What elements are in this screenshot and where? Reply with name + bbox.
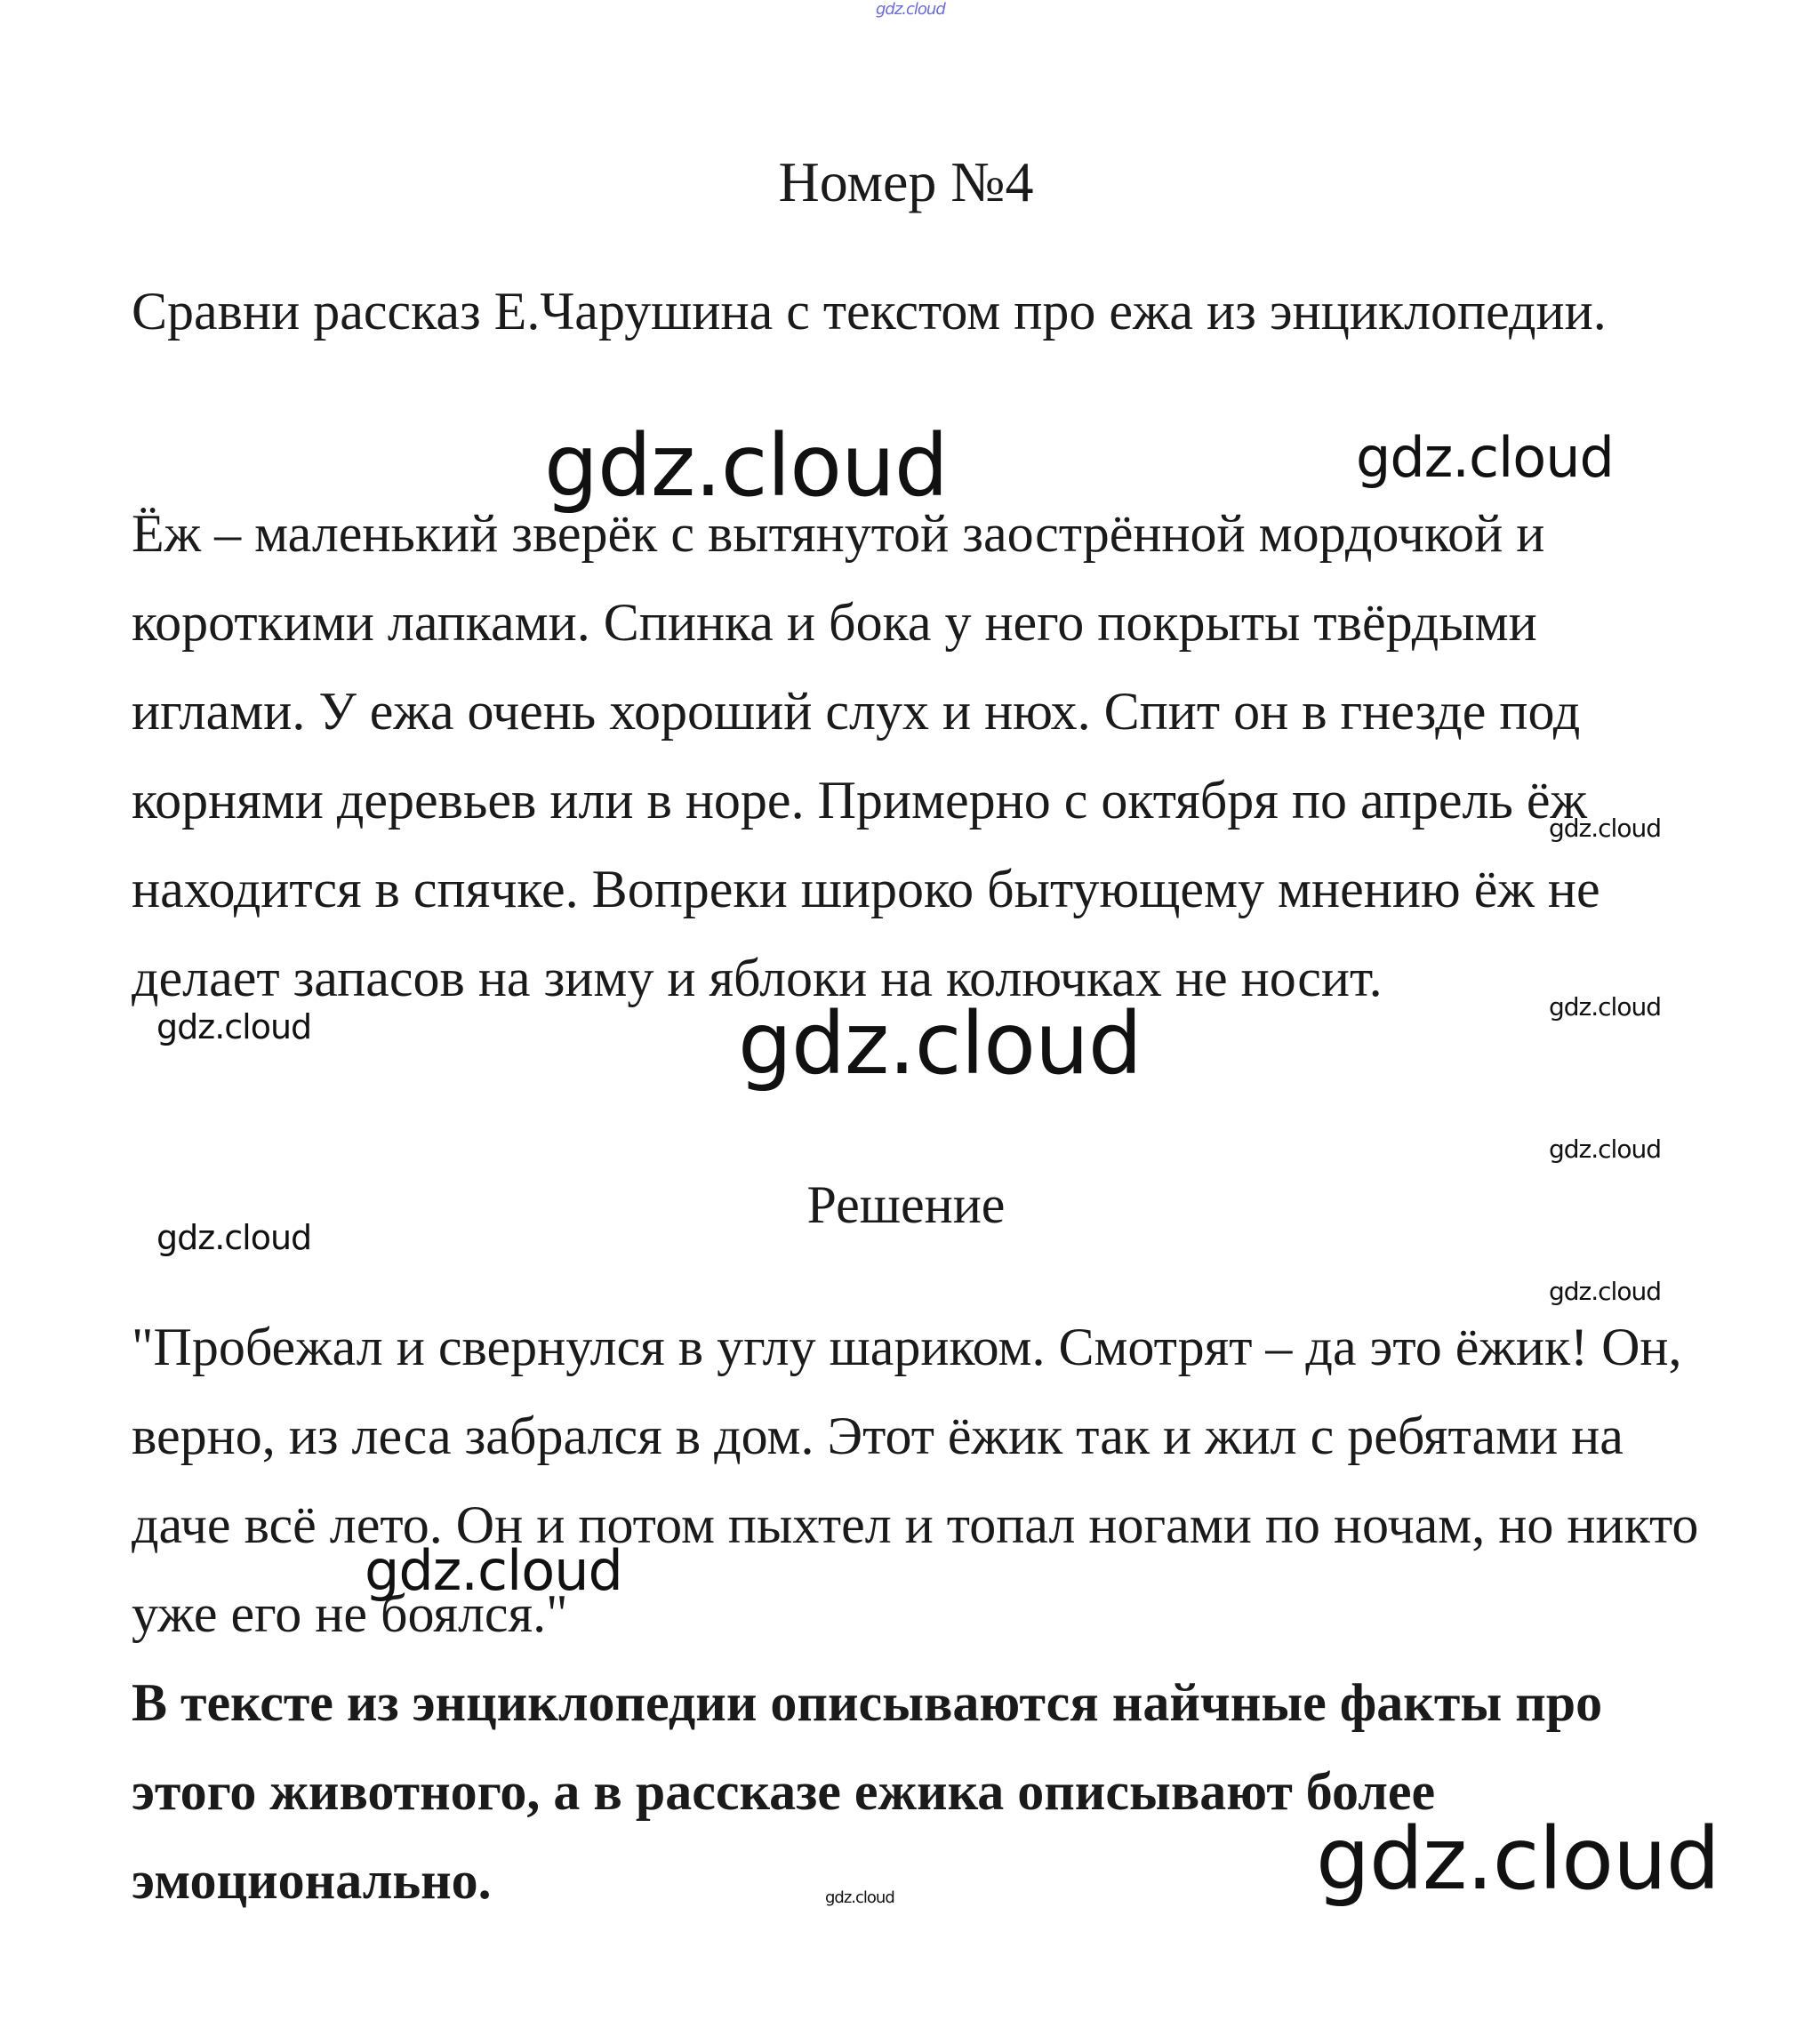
watermark-tiny: gdz.cloud <box>825 1888 894 1907</box>
page-title: Номер №4 <box>778 150 1034 213</box>
encyclopedia-text: Ёж – маленький зверёк с вытянутой заострённой мордочкой и короткими лапками. Спинка и бока у него покрыты твёрдыми иглами. У ежа очень хороший слух и нюх. Спит он в гнезде под корнями деревьев или в норе. Примерно с октября по апрель ёж находится в спячке. Вопреки широко бытующему мнению ёж не делает запасов на зиму и яблоки на колючках не носит. <box>132 504 1600 1007</box>
answer-text: В тексте из энциклопедии описываются найчные факты про этого животного, а в рассказе ежика описывают более эмоционально. <box>132 1673 1603 1910</box>
task-text: Сравни рассказ Е.Чарушина с текстом про ежа из энциклопедии. <box>132 282 1607 341</box>
watermark-top: gdz.cloud <box>876 0 945 19</box>
watermark-medium-1: gdz.cloud <box>1356 425 1614 490</box>
watermark-small-6: gdz.cloud <box>1549 1277 1661 1306</box>
watermark-small-5: gdz.cloud <box>156 1218 312 1257</box>
watermark-small-3: gdz.cloud <box>156 1007 312 1046</box>
watermark-medium-2: gdz.cloud <box>365 1538 622 1603</box>
solution-heading: Решение <box>806 1175 1006 1234</box>
watermark-small-2: gdz.cloud <box>1549 992 1661 1022</box>
watermark-small-1: gdz.cloud <box>1549 814 1661 843</box>
watermark-large-3: gdz.cloud <box>1316 1809 1720 1909</box>
watermark-small-4: gdz.cloud <box>1549 1134 1661 1164</box>
watermark-large-1: gdz.cloud <box>544 416 948 516</box>
quote-text: "Пробежал и свернулся в углу шариком. Смотрят – да это ёжик! Он, верно, из леса забрался в дом. Этот ёжик так и жил с ребятами на даче всё лето. Он и потом пыхтел и топал ногами по ночам, но никто уже его не боялся." <box>132 1318 1699 1643</box>
watermark-large-2: gdz.cloud <box>738 994 1142 1094</box>
